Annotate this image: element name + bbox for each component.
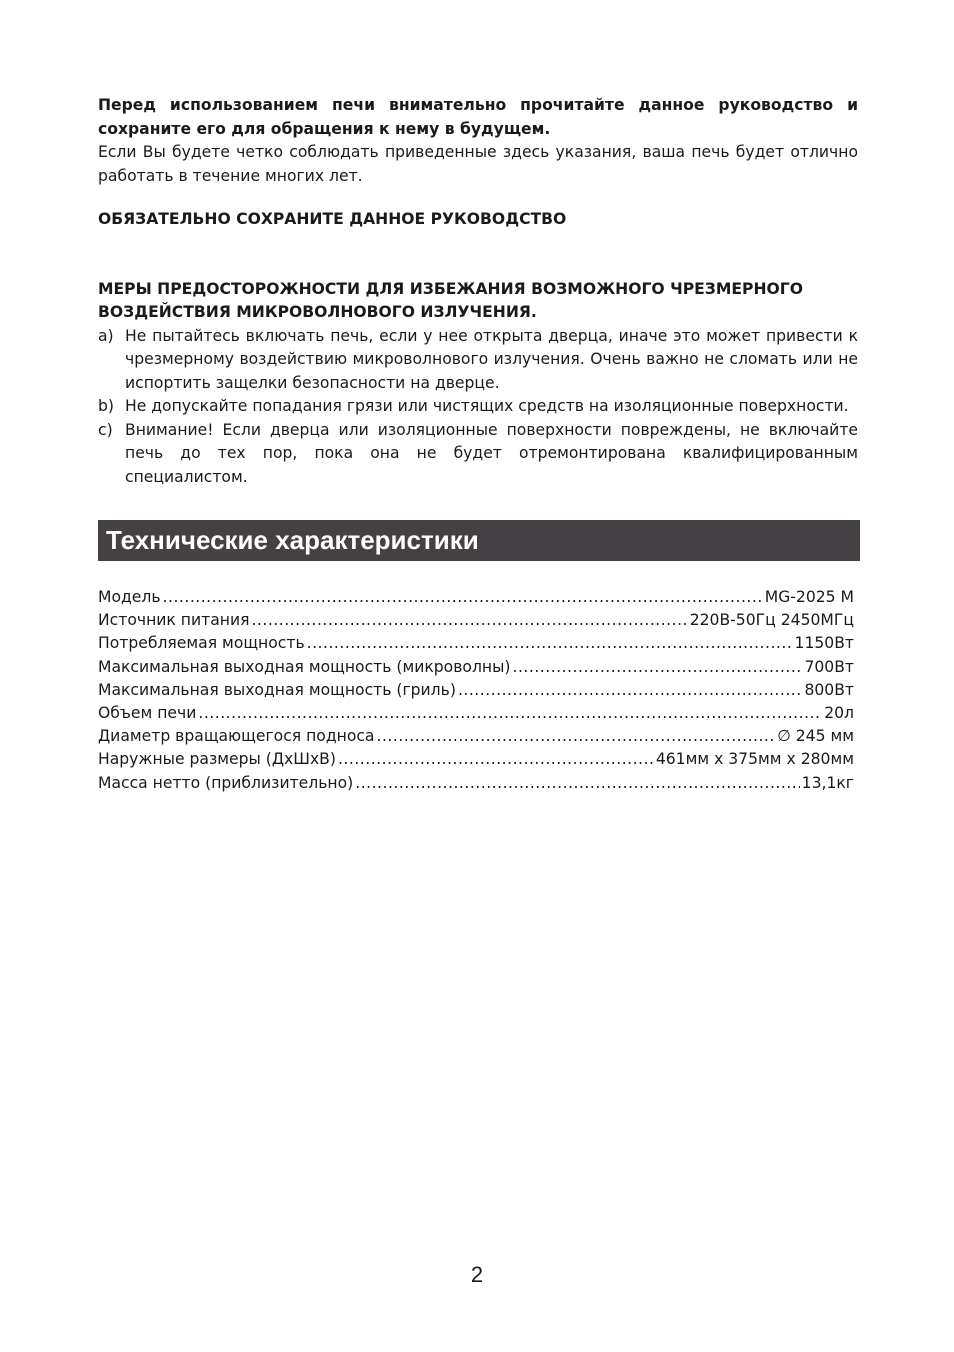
dot-leader [251, 609, 687, 632]
dot-leader [307, 632, 793, 655]
spec-row [98, 632, 854, 655]
spec-label: Максимальная выходная мощность (микроволны) [98, 657, 511, 676]
spec-label: Объем печи [98, 703, 197, 722]
spec-row [98, 725, 854, 748]
list-item [98, 395, 858, 419]
list-item [98, 419, 858, 490]
page-number: 2 [470, 1262, 484, 1287]
list-marker: a) [98, 326, 114, 345]
spec-row [98, 586, 854, 609]
spec-value: 220В-50Гц 2450МГц [689, 611, 854, 630]
dot-leader [198, 702, 822, 725]
spec-value: ∅ 245 мм [777, 727, 854, 746]
spec-value: MG-2025 M [764, 588, 854, 606]
dot-leader [458, 679, 803, 702]
section-heading-specs: Технические характеристики [98, 520, 860, 561]
list-marker: c) [98, 420, 113, 439]
spec-row [98, 748, 854, 771]
spec-row [98, 656, 854, 679]
spec-label: Масса нетто (приблизительно) [98, 773, 354, 792]
list-item-text: Внимание! Если дверца или изоляционные поверхности повреждены, не включайте печь до тех пор, пока она не будет отремонтирована квалифицированным специалистом. [125, 420, 858, 486]
spec-value: 461мм х 375мм х 280мм [655, 750, 854, 769]
specs-table [98, 586, 854, 795]
spec-row [98, 772, 854, 795]
spec-value: 800Вт [804, 680, 854, 699]
dot-leader [338, 748, 654, 771]
spec-row [98, 702, 854, 725]
spec-label: Максимальная выходная мощность (гриль) [98, 680, 456, 699]
document-body [98, 94, 858, 489]
spec-value: 700Вт [804, 657, 854, 676]
spec-row [98, 679, 854, 702]
list-item [98, 325, 858, 396]
spec-value: 1150Вт [794, 634, 854, 653]
list-marker: b) [98, 397, 114, 415]
keep-manual-heading: ОБЯЗАТЕЛЬНО СОХРАНИТЕ ДАННОЕ РУКОВОДСТВО [98, 210, 567, 228]
list-item-text: Не пытайтесь включать печь, если у нее открыта дверца, иначе это может привести к чрезмерному воздействию микроволнового излучения. Очень важно не сломать или не испортить защелки безопасности на дверце. [125, 326, 858, 392]
intro-warning: Перед использованием печи внимательно прочитайте данное руководство и сохраните его для обращения к нему в будущем. [98, 96, 858, 138]
spec-label: Потребляемая мощность [98, 634, 305, 653]
dot-leader [513, 656, 803, 679]
spec-label: Источник питания [98, 611, 250, 630]
spec-value: 20л [824, 703, 854, 722]
precautions-heading: МЕРЫ ПРЕДОСТОРОЖНОСТИ ДЛЯ ИЗБЕЖАНИЯ ВОЗМОЖНОГО ЧРЕЗМЕРНОГО ВОЗДЕЙСТВИЯ МИКРОВОЛНОВОГО ИЗЛУЧЕНИЯ. [98, 279, 803, 321]
spec-row [98, 609, 854, 632]
spec-label: Наружные размеры (ДхШхВ) [98, 750, 336, 769]
intro-text: Если Вы будете четко соблюдать приведенные здесь указания, ваша печь будет отлично работать в течение многих лет. [98, 143, 858, 185]
dot-leader [355, 772, 799, 795]
dot-leader [163, 586, 763, 609]
spec-value: 13,1кг [801, 773, 854, 792]
list-item-text: Не допускайте попадания грязи или чистящих средств на изоляционные поверхности. [125, 397, 849, 415]
dot-leader [377, 725, 776, 748]
spec-label: Диаметр вращающегося подноса [98, 727, 375, 746]
precautions-list [98, 325, 858, 490]
spec-label: Модель [98, 588, 161, 606]
